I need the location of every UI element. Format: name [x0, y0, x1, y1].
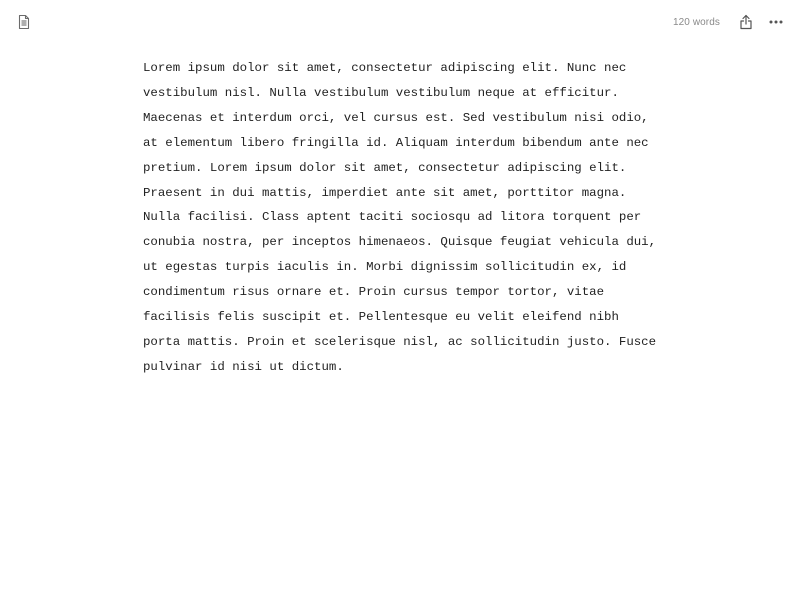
share-icon[interactable] — [738, 14, 754, 30]
top-toolbar — [0, 0, 800, 44]
more-horizontal-icon[interactable] — [768, 14, 784, 30]
document-icon[interactable] — [16, 14, 32, 30]
word-count: 120 words — [672, 16, 720, 28]
toolbar-right — [673, 12, 784, 32]
document-editor[interactable]: Lorem ipsum dolor sit amet, consectetur adipiscing elit. Nunc nec vestibulum nisl. Nulla vestibulum vestibulum neque at efficitur. Maecenas et interdum orci, vel cursus est. Sed vestibulum nisi odio, at elementum libero fringilla id. Aliquam interdum bibendum ante nec pretium. Lorem ipsum dolor sit amet, consectetur adipiscing elit. Praesent in dui mattis, imperdiet ante sit amet, porttitor magna. Nulla facilisi. Class aptent taciti sociosqu ad litora torquent per conubia nostra, per inceptos himenaeos. Quisque feugiat vehicula dui, ut egestas turpis iaculis in. Morbi dignissim sollicitudin ex, id condimentum risus ornare et. Proin cursus tempor tortor, vitae facilisis felis suscipit et. Pellentesque eu velit eleifend nibh porta mattis. Proin et scelerisque nisl, ac sollicitudin justo. Fusce pulvinar id nisi ut dictum. — [143, 61, 657, 374]
